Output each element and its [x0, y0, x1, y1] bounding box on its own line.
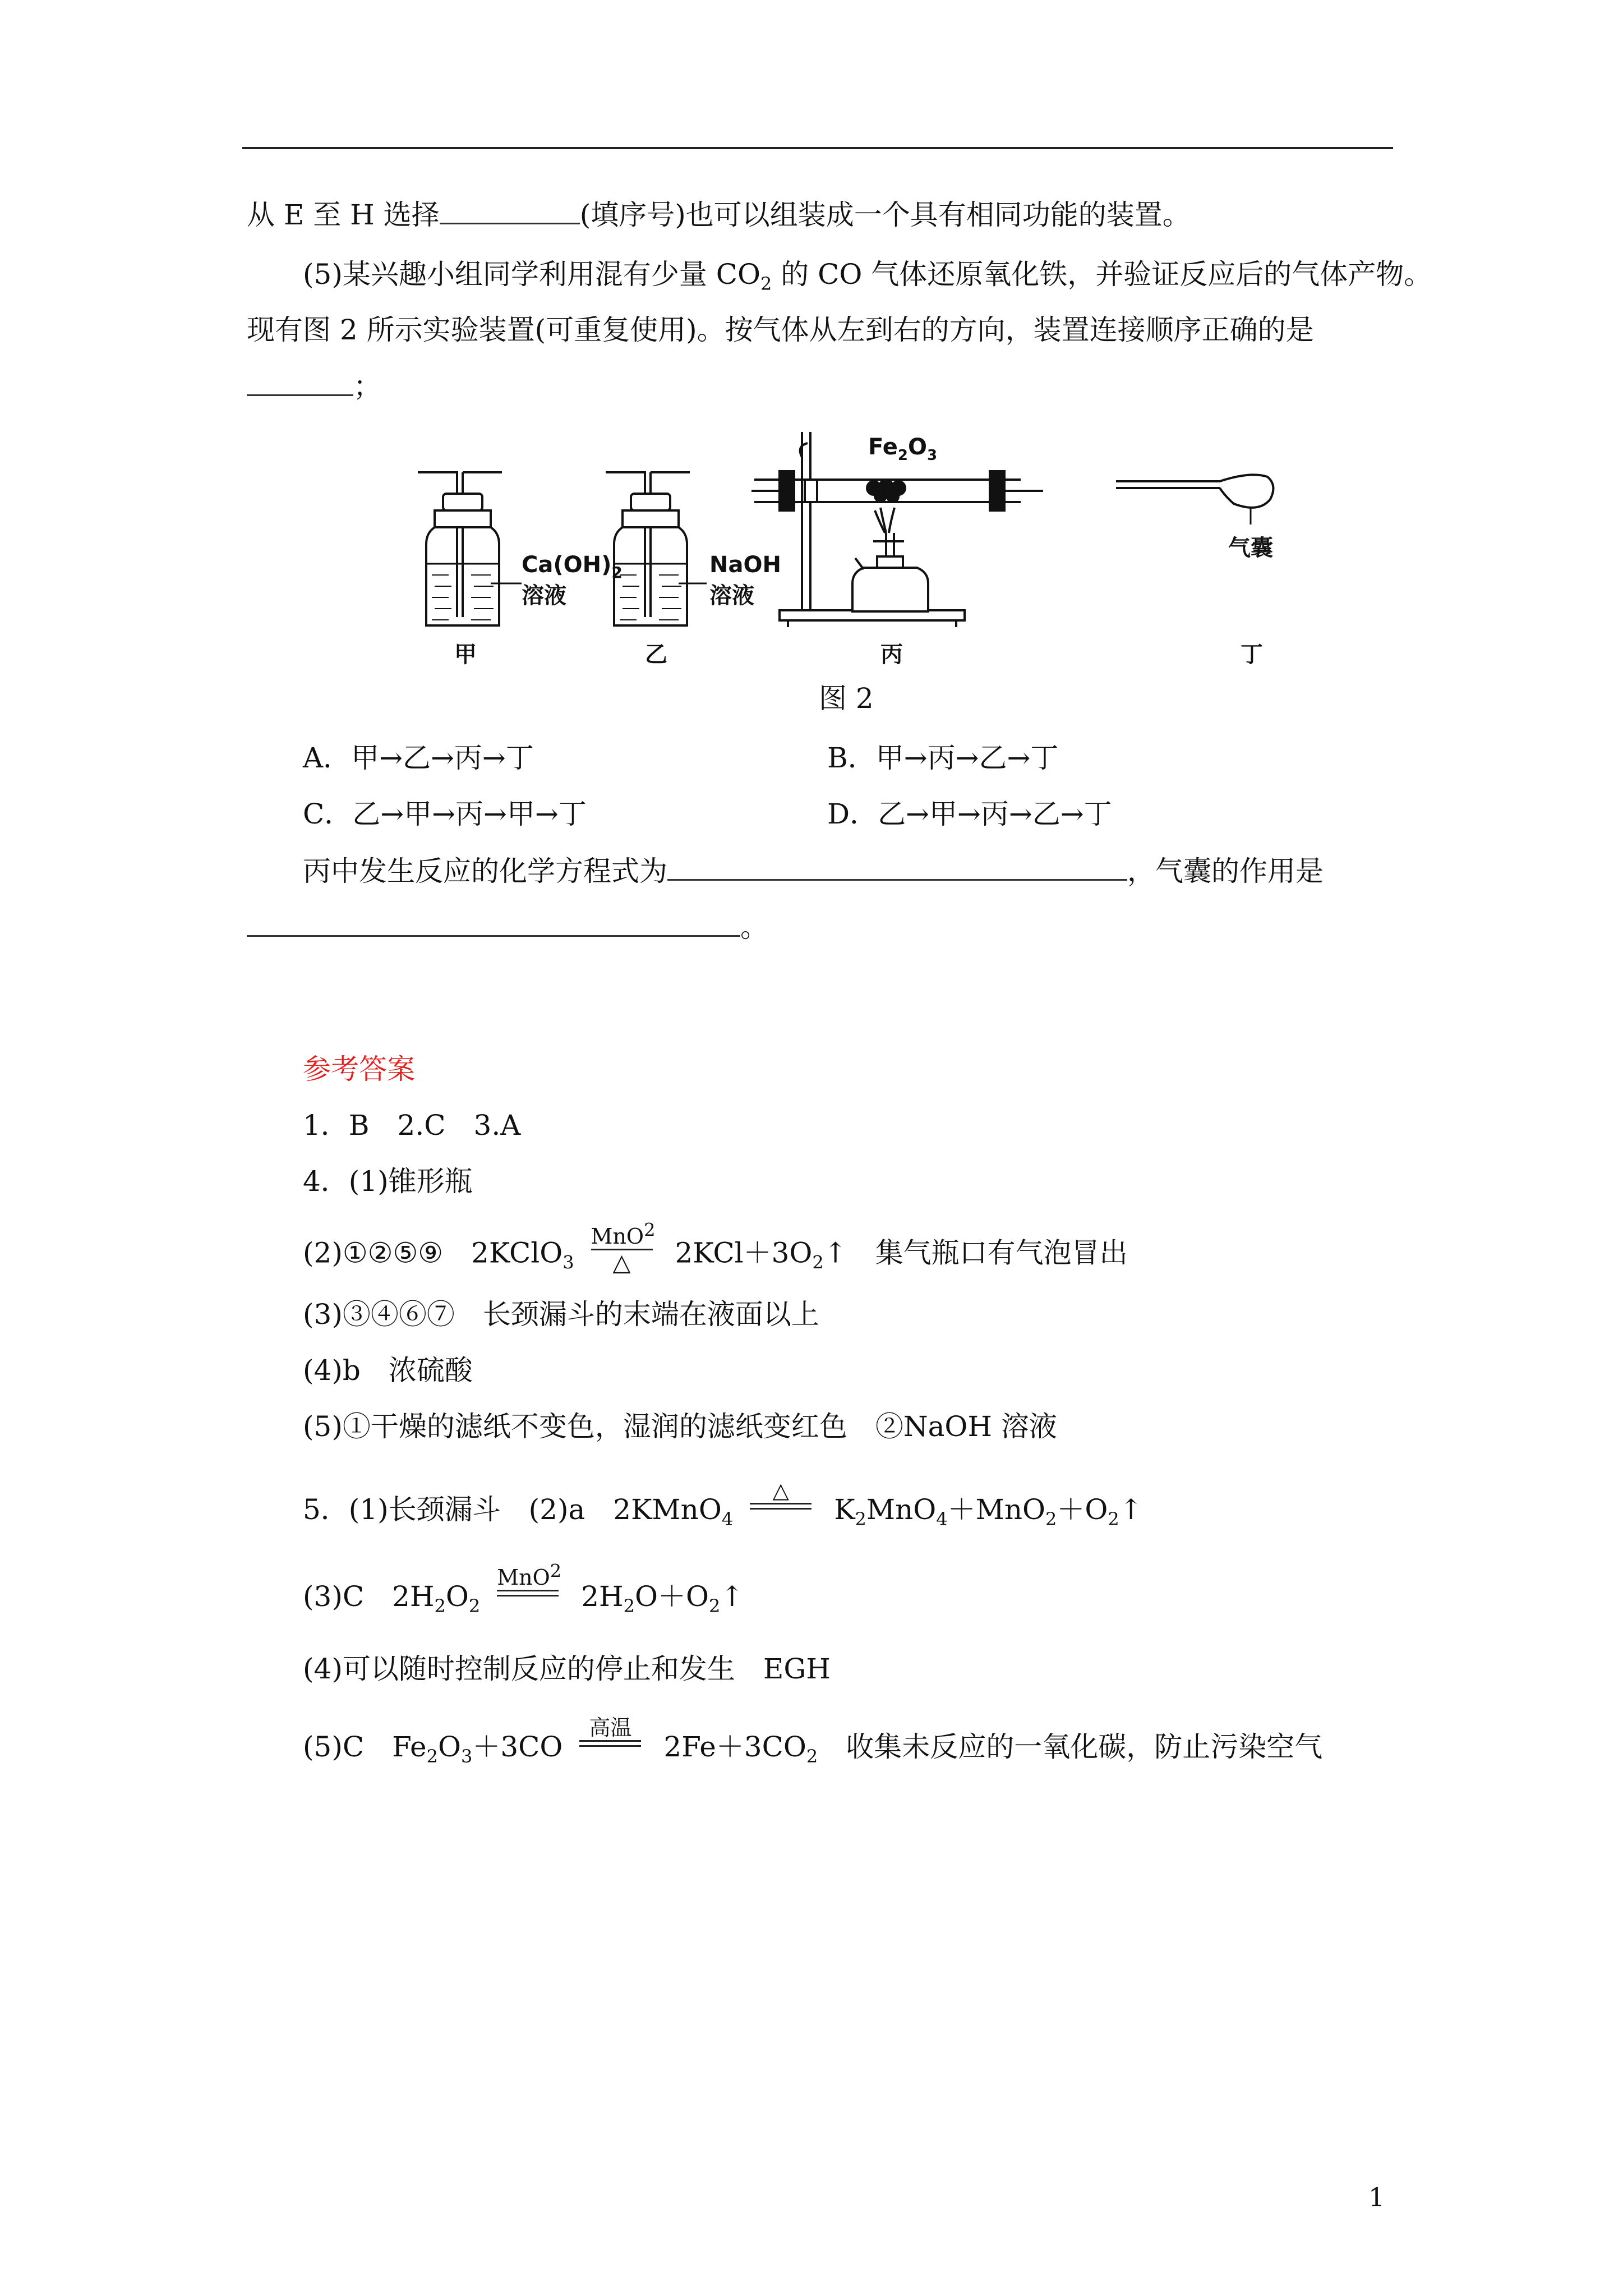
answer-blank[interactable] [440, 198, 580, 224]
figure-caption: 图 2 [819, 682, 874, 715]
label-yi: 乙 [645, 642, 667, 668]
question-line-2 [303, 256, 1432, 293]
text: 从 E 至 H 选择 [247, 199, 440, 231]
subscript: 2 [623, 1595, 635, 1617]
text: ＋3CO [472, 1731, 563, 1763]
text: ↑ 集气瓶口有气泡冒出 [823, 1236, 1128, 1269]
superscript: 2 [550, 1560, 562, 1582]
condition-bar [750, 1503, 811, 1510]
option-letter: A． [303, 742, 352, 774]
text: (2)①②⑤⑨ 2KClO [303, 1236, 563, 1269]
option-text: 甲→丙→乙→丁 [875, 742, 1059, 774]
subscript: 2 [812, 1251, 824, 1273]
option-d[interactable] [827, 795, 1112, 832]
subscript: 3 [562, 1251, 574, 1273]
spacer [750, 1510, 811, 1534]
text: (5)C Fe [303, 1731, 427, 1763]
text: 2KCl＋3O [675, 1236, 813, 1269]
option-text: 甲→乙→丙→丁 [351, 742, 534, 774]
label-ding: 丁 [1241, 642, 1263, 668]
text: 收集未反应的一氧化碳，防止污染空气 [818, 1731, 1323, 1763]
label-solution-yi: 溶液 [709, 583, 754, 609]
gas-bag-blank[interactable] [247, 910, 740, 937]
gas-bag-ding [1116, 475, 1273, 524]
text: K [834, 1493, 855, 1526]
text: MnO [497, 1565, 550, 1590]
reaction-condition [750, 1478, 811, 1534]
heat-symbol: △ [772, 1478, 789, 1503]
subscript: 2 [806, 1746, 818, 1767]
option-letter: D． [827, 798, 878, 830]
equation-prompt-line [303, 853, 1324, 890]
subscript: 4 [721, 1508, 734, 1530]
answer-5-3 [303, 1560, 744, 1627]
option-b[interactable] [827, 739, 1058, 776]
header-rule [242, 147, 1393, 149]
text: (5)某兴趣小组同学利用混有少量 CO [303, 258, 760, 291]
text: MnO [866, 1493, 937, 1526]
label-bing: 丙 [880, 642, 903, 668]
answer-5-1-2 [303, 1478, 1143, 1540]
answer-4-3: (3)③④⑥⑦ 长颈漏斗的末端在液面以上 [303, 1298, 819, 1331]
subscript: 2 [760, 273, 772, 295]
question-line-4 [247, 368, 381, 405]
question-line-3: 现有图 2 所示实验装置(可重复使用)。按气体从左到右的方向，装置连接顺序正确的是 [247, 314, 1314, 346]
bottle-yi [606, 472, 707, 625]
gas-bag-role-line [247, 909, 768, 946]
label-gas-bag: 气囊 [1228, 535, 1273, 561]
subscript: 2 [708, 1595, 721, 1617]
answer-4-5: (5)①干燥的滤纸不变色，湿润的滤纸变红色 ②NaOH 溶液 [303, 1410, 1057, 1443]
option-text: 乙→甲→丙→甲→丁 [352, 798, 587, 830]
text: O [438, 1731, 461, 1763]
high-temperature-label: 高温 [589, 1715, 632, 1740]
text: 2Fe＋3CO [663, 1731, 806, 1763]
bottle-jia [418, 472, 522, 625]
superscript: 2 [644, 1219, 656, 1241]
condition-bar [497, 1590, 559, 1596]
page-number: 1 [1368, 2182, 1385, 2212]
condition-bar [579, 1740, 641, 1747]
text: 。 [740, 911, 768, 944]
option-c[interactable] [303, 795, 587, 832]
spacer [497, 1596, 559, 1621]
subscript: 2 [426, 1746, 438, 1767]
option-letter: C． [303, 798, 353, 830]
answer-5-4: (4)可以随时控制反应的停止和发生 EGH [303, 1653, 831, 1685]
equation-blank[interactable] [667, 854, 1127, 881]
subscript: 4 [936, 1508, 948, 1530]
tube-furnace-bing [751, 432, 1043, 651]
spacer [579, 1747, 641, 1772]
label-jia: 甲 [454, 642, 477, 668]
label-solution-jia: 溶液 [522, 583, 566, 609]
reaction-condition [497, 1560, 562, 1621]
figure-2-apparatus [393, 432, 1290, 679]
answer-1-3: 1．B 2.C 3.A [303, 1109, 521, 1142]
text: 2H [581, 1580, 624, 1613]
text: O [445, 1580, 469, 1613]
text: ，气囊的作用是 [1127, 855, 1324, 887]
option-a[interactable] [303, 739, 534, 776]
text: MnO [591, 1224, 644, 1249]
text: ↑ [1119, 1493, 1143, 1526]
subscript: 2 [468, 1595, 481, 1617]
answer-blank[interactable] [247, 370, 353, 396]
subscript: 2 [1108, 1508, 1119, 1530]
option-text: 乙→甲→丙→乙→丁 [878, 798, 1112, 830]
text: ＋MnO [947, 1493, 1046, 1526]
text: ↑ [720, 1580, 744, 1613]
option-letter: B． [827, 742, 876, 774]
subscript: 3 [461, 1746, 473, 1767]
subscript: 2 [434, 1595, 446, 1617]
text: 5．(1)长颈漏斗 (2)a 2KMnO [303, 1493, 722, 1526]
answers-title: 参考答案 [303, 1053, 415, 1085]
label-fe2o3: $Fe_2O_3$ [868, 434, 938, 464]
label-caoh2: $Ca(OH)_2$ [522, 552, 623, 582]
answer-5-5 [303, 1715, 1323, 1777]
label-naoh: NaOH [709, 552, 781, 578]
text: (3)C 2H [303, 1580, 435, 1613]
answer-4-1: 4．(1)锥形瓶 [303, 1165, 473, 1198]
question-line-1 [247, 196, 1191, 233]
text: 丙中发生反应的化学方程式为 [303, 855, 667, 887]
answer-4-4: (4)b 浓硫酸 [303, 1354, 473, 1387]
reaction-condition [591, 1219, 656, 1276]
text: (填序号)也可以组装成一个具有相同功能的装置。 [579, 199, 1191, 231]
reaction-condition [579, 1715, 641, 1772]
heat-symbol: △ [612, 1249, 631, 1276]
text: O＋O [635, 1580, 709, 1613]
subscript: 2 [1045, 1508, 1057, 1530]
text: ； [353, 370, 381, 403]
text: ＋O [1057, 1493, 1108, 1526]
text: 的 CO 气体还原氧化铁，并验证反应后的气体产物。 [772, 258, 1432, 291]
answer-4-2 [303, 1219, 1128, 1281]
subscript: 2 [855, 1508, 866, 1530]
